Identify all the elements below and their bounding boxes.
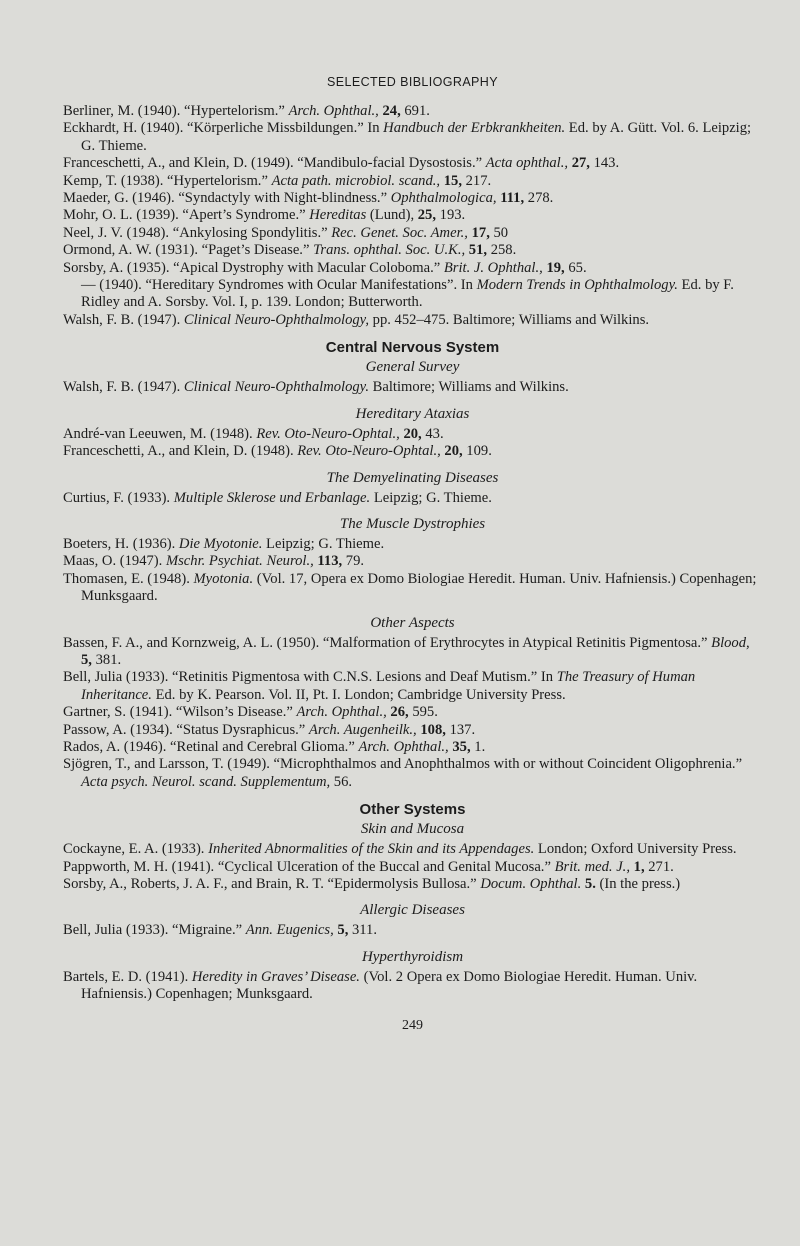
entry-title-italic: Clinical Neuro-Ophthalmology. [183, 379, 370, 396]
section-heading: Central Nervous System [325, 339, 500, 357]
entry-volume-bold: 1, [633, 858, 645, 875]
bibliography-entry [63, 277, 762, 312]
entry-text: Franceschetti, A., and Klein, D. (1949). “Mandibulo-facial Dysostosis.” [63, 155, 486, 172]
entry-text: 258. [487, 242, 517, 259]
bibliography-entry [63, 553, 762, 570]
entry-volume-bold: 5, [81, 651, 92, 668]
entry-title-italic: Acta ophthal., [485, 155, 569, 172]
subsection-heading: Skin and Mucosa [360, 821, 465, 838]
bibliography-entry [63, 669, 762, 704]
bibliography-entry [63, 704, 762, 721]
subsection-heading: Other Aspects [370, 614, 455, 631]
bibliography-entry [63, 969, 762, 1004]
entry-text: Curtius, F. (1933). [63, 489, 174, 506]
entry-title-italic: Myotonia. [193, 570, 254, 587]
entry-text: (In the press.) [595, 876, 681, 892]
entry-text: Boeters, H. (1936). [63, 535, 179, 552]
entry-title-italic: Rev. Oto-Neuro-Ophtal., [256, 425, 400, 442]
entry-text: (Lund), [366, 207, 418, 224]
entry-title-italic: Ophthalmologica, [390, 190, 497, 207]
page-number: 249 [402, 1017, 423, 1033]
entry-text: 56. [330, 773, 353, 790]
entry-text: Berliner, M. (1940). “Hypertelorism.” [63, 103, 289, 119]
entry-volume-bold: 51, [468, 242, 488, 259]
bibliography-entry [63, 722, 762, 739]
entry-text: London; Oxford University Press. [534, 841, 737, 858]
entry-text: Sorsby, A. (1935). “Apical Dystrophy with Macular Coloboma.” [63, 259, 444, 276]
entry-title-italic: Mschr. Psychiat. Neurol., [165, 553, 314, 570]
entry-volume-bold: 27, [571, 155, 590, 172]
bibliography-entry [63, 922, 762, 939]
bibliography-entry [63, 173, 762, 190]
entry-text: Neel, J. V. (1948). “Ankylosing Spondylitis.” [63, 224, 332, 241]
entry-title-italic: Arch. Ophthal., [288, 103, 379, 119]
bibliography-entry [63, 635, 762, 670]
entry-text: Bartels, E. D. (1941). [63, 968, 192, 985]
entry-text: Gartner, S. (1941). “Wilson’s Disease.” [63, 704, 297, 721]
entry-text: 217. [461, 172, 492, 189]
bibliography [63, 103, 762, 1004]
entry-volume-bold: 5, [337, 922, 349, 939]
bibliography-entry [63, 426, 762, 443]
entry-volume-bold: 20, [444, 443, 463, 460]
bibliography-entry [63, 103, 762, 120]
entry-text: 137. [445, 721, 476, 738]
entry-title-italic: Rec. Genet. Soc. Amer., [331, 224, 468, 241]
entry-title-italic: Arch. Ophthal., [358, 738, 449, 755]
entry-text: 1. [470, 738, 486, 755]
entry-text: Kemp, T. (1938). “Hypertelorism.” [63, 172, 272, 189]
bibliography-entry [63, 876, 762, 893]
entry-text: Sorsby, A., Roberts, J. A. F., and Brain, R. T. “Epidermolysis Bullosa.” [63, 876, 481, 892]
entry-text: Walsh, F. B. (1947). [63, 311, 184, 328]
entry-text: Ed. by F. Ridley and A. Sorsby. Vol. I, p. 139. London; Butterworth. [81, 277, 734, 311]
entry-title-italic: Arch. Augenheilk., [308, 721, 417, 738]
entry-title-italic: Die Myotonie. [178, 535, 263, 552]
entry-volume-bold: 17, [471, 224, 490, 241]
entry-text: Sjögren, T., and Larsson, T. (1949). “Microphthalmos and Anophthalmos with or without Coincident Oligophrenia.” [63, 756, 743, 773]
section-heading: Other Systems [359, 801, 466, 819]
entry-text: 271. [644, 858, 674, 875]
entry-volume-bold: 19, [546, 259, 565, 276]
entry-text: Ed. by A. Gütt. Vol. 6. Leipzig; G. Thieme. [81, 120, 752, 154]
entry-text: Leipzig; G. Thieme. [370, 489, 492, 506]
entry-title-italic: Arch. Ophthal., [296, 704, 387, 721]
bibliography-entry [63, 571, 762, 606]
bibliography-entry [63, 859, 762, 876]
entry-text: (Vol. 17, Opera ex Domo Biologiae Heredit. Human. Univ. Hafniensis.) Copenhagen; Munksgaard. [81, 570, 757, 605]
entry-title-italic: Brit. med. J., [554, 858, 630, 875]
entry-text: 381. [91, 651, 122, 668]
entry-volume-bold: 20, [403, 425, 422, 442]
bibliography-entry [63, 225, 762, 242]
bibliography-entry [63, 756, 762, 791]
entry-text: 193. [436, 207, 466, 224]
entry-title-italic: Multiple Sklerose und Erbanlage. [173, 489, 371, 506]
entry-volume-bold: 15, [443, 172, 462, 189]
entry-title-italic: Hereditas [309, 207, 367, 224]
subsection-heading: The Demyelinating Diseases [326, 469, 499, 486]
entry-text: (Vol. 2 Opera ex Domo Biologiae Heredit. Human. Univ. Hafniensis.) Copenhagen; Munksgaard. [81, 968, 698, 1003]
entry-text: André-van Leeuwen, M. (1948). [63, 425, 257, 442]
entry-text: pp. 452–475. Baltimore; Williams and Wilkins. [369, 311, 650, 328]
bibliography-entry [63, 536, 762, 553]
entry-title-italic: Ann. Eugenics, [245, 922, 334, 939]
entry-volume-bold: 108, [420, 721, 446, 738]
bibliography-entry [63, 379, 762, 396]
bibliography-entry [63, 841, 762, 858]
subsection-heading: Allergic Diseases [360, 902, 465, 919]
entry-title-italic: Brit. J. Ophthal., [443, 259, 543, 276]
entry-text: Walsh, F. B. (1947). [63, 379, 184, 396]
entry-text: Eckhardt, H. (1940). “Körperliche Missbildungen.” In [63, 120, 384, 137]
entry-volume-bold: 24, [382, 103, 401, 119]
bibliography-entry [63, 242, 762, 259]
entry-text: Ormond, A. W. (1931). “Paget’s Disease.” [63, 242, 314, 259]
entry-text: Baltimore; Williams and Wilkins. [369, 379, 569, 396]
bibliography-entry [63, 190, 762, 207]
subsection-heading: General Survey [365, 359, 460, 376]
bibliography-entry [63, 312, 762, 329]
bibliography-entry [63, 260, 762, 277]
entry-text: Bassen, F. A., and Kornzweig, A. L. (1950). “Malformation of Erythrocytes in Atypical Retinitis Pigmentosa.” [63, 634, 712, 651]
entry-text: Thomasen, E. (1948). [63, 570, 194, 587]
entry-text: — (1940). “Hereditary Syndromes with Ocular Manifestations”. In [81, 277, 477, 294]
entry-text: 50 [489, 224, 509, 241]
entry-title-italic: Trans. ophthal. Soc. U.K., [313, 242, 466, 259]
entry-text: Pappworth, M. H. (1941). “Cyclical Ulceration of the Buccal and Genital Mucosa.” [63, 858, 555, 875]
entry-text: Ed. by K. Pearson. Vol. II, Pt. I. London; Cambridge University Press. [151, 686, 566, 703]
entry-text: 691. [400, 103, 430, 119]
entry-volume-bold: 25, [417, 207, 436, 224]
entry-title-italic: Blood, [711, 634, 750, 651]
subsection-heading: Hyperthyroidism [361, 948, 464, 965]
bibliography-entry [63, 490, 762, 507]
entry-text: 143. [589, 155, 620, 172]
entry-volume-bold: 5. [584, 876, 596, 892]
entry-text: 43. [421, 425, 444, 442]
entry-text: 65. [564, 259, 587, 276]
entry-text: Maas, O. (1947). [63, 553, 166, 570]
entry-text: Passow, A. (1934). “Status Dysraphicus.” [63, 721, 309, 738]
entry-title-italic: Heredity in Graves’ Disease. [191, 968, 360, 985]
entry-volume-bold: 113, [317, 553, 343, 570]
entry-text: Franceschetti, A., and Klein, D. (1948). [63, 443, 298, 460]
bibliography-entry [63, 739, 762, 756]
entry-text: Rados, A. (1946). “Retinal and Cerebral Glioma.” [63, 738, 359, 755]
entry-text: 109. [462, 443, 492, 460]
entry-title-italic: Docum. Ophthal. [480, 876, 582, 892]
running-head: SELECTED BIBLIOGRAPHY [327, 75, 498, 89]
entry-title-italic: Acta psych. Neurol. scand. Supplementum, [81, 773, 331, 790]
bibliography-entry [63, 120, 762, 155]
entry-title-italic: Acta path. microbiol. scand., [271, 172, 441, 189]
entry-text: Bell, Julia (1933). “Retinitis Pigmentosa with C.N.S. Lesions and Deaf Mutism.” In [63, 669, 557, 686]
entry-title-italic: Inherited Abnormalities of the Skin and its Appendages. [208, 841, 535, 858]
entry-title-italic: Modern Trends in Ophthalmology. [476, 277, 678, 294]
entry-title-italic: Rev. Oto-Neuro-Ophtal., [297, 443, 441, 460]
entry-text: Bell, Julia (1933). “Migraine.” [63, 922, 246, 939]
bibliography-entry [63, 443, 762, 460]
bibliography-entry [63, 155, 762, 172]
entry-text: Maeder, G. (1946). “Syndactyly with Night-blindness.” [63, 190, 391, 207]
entry-text: Leipzig; G. Thieme. [262, 535, 385, 552]
bibliography-entry [63, 207, 762, 224]
entry-volume-bold: 35, [452, 738, 471, 755]
subsection-heading: The Muscle Dystrophies [339, 515, 486, 532]
entry-volume-bold: 111, [500, 190, 525, 207]
entry-title-italic: Clinical Neuro-Ophthalmology, [183, 311, 370, 328]
entry-text: Mohr, O. L. (1939). “Apert’s Syndrome.” [63, 207, 310, 224]
entry-text: 278. [524, 190, 554, 207]
entry-title-italic: The Treasury of Human Inheritance. [81, 669, 696, 703]
entry-title-italic: Handbuch der Erbkrankheiten. [383, 120, 566, 137]
entry-text: 79. [342, 553, 365, 570]
entry-text: 595. [408, 704, 438, 721]
entry-volume-bold: 26, [390, 704, 409, 721]
subsection-heading: Hereditary Ataxias [355, 405, 470, 422]
entry-text: Cockayne, E. A. (1933). [63, 841, 209, 858]
entry-text: 311. [348, 922, 377, 939]
